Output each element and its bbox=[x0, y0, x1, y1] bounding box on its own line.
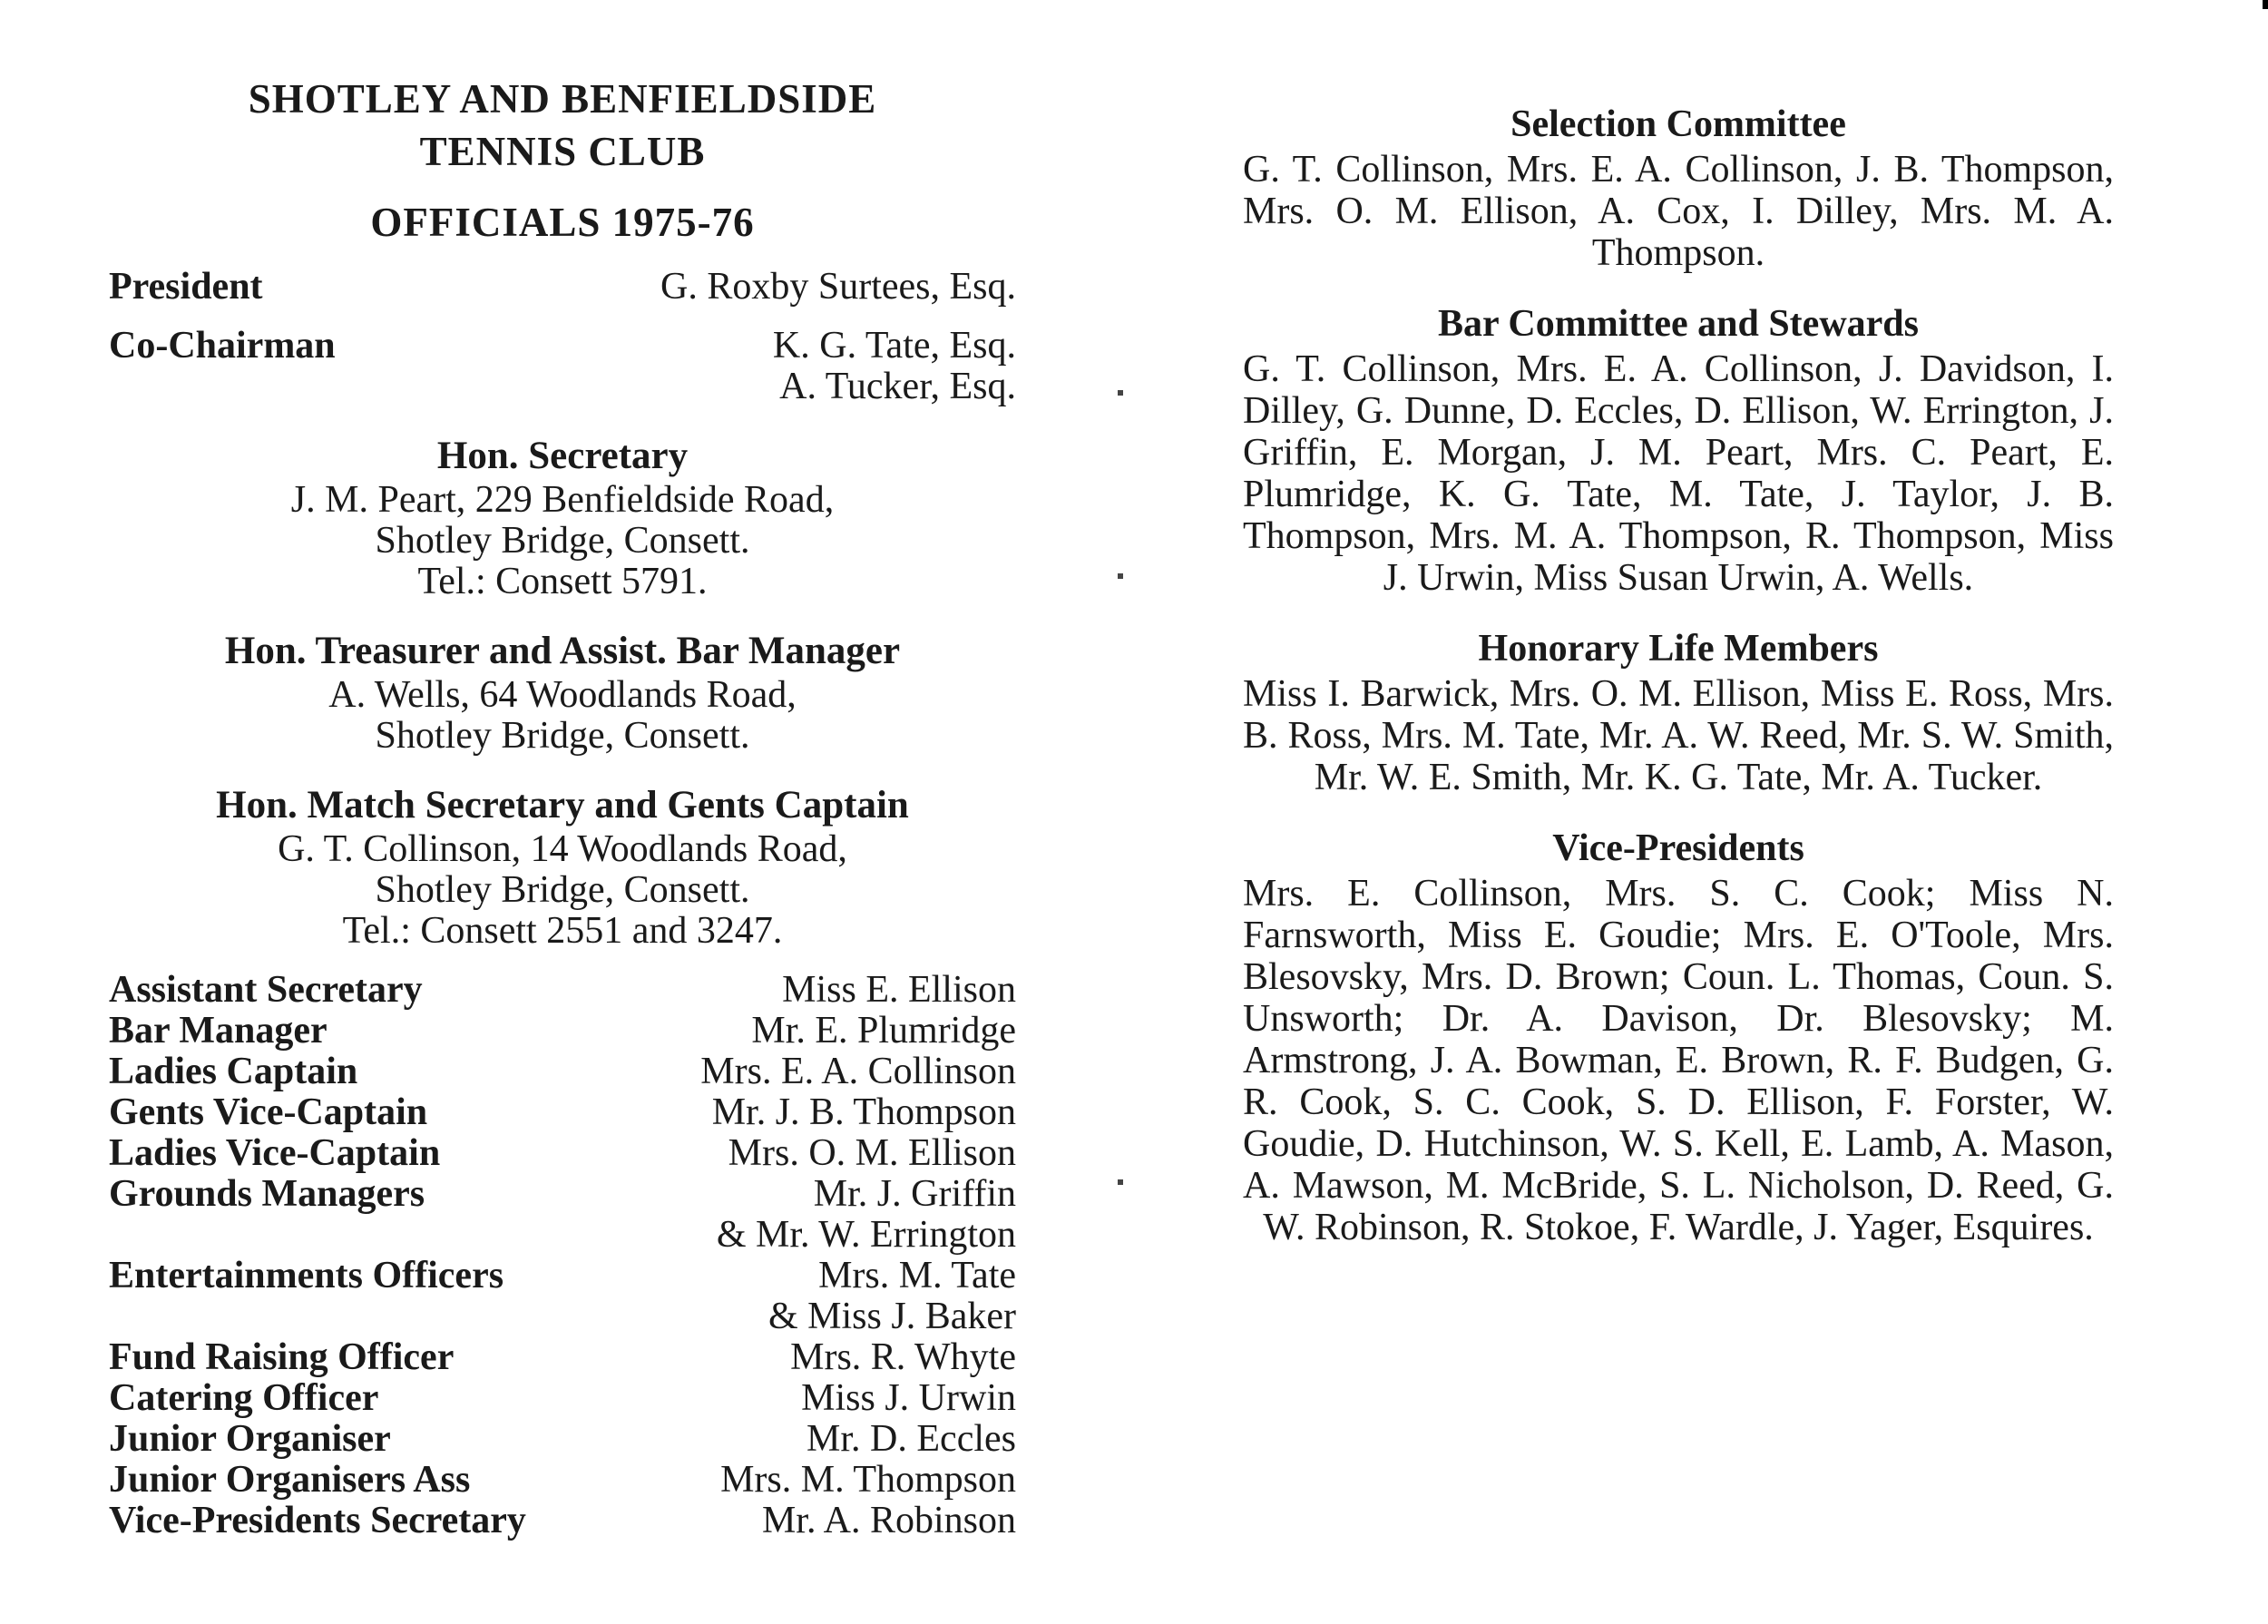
officer-label: Assistant Secretary bbox=[109, 969, 423, 1011]
officer-label: Junior Organisers Ass bbox=[109, 1459, 471, 1501]
officer-row bbox=[109, 1501, 1016, 1541]
bar-committee-heading: Bar Committee and Stewards bbox=[1437, 303, 1919, 345]
officer-row bbox=[109, 1092, 1016, 1133]
club-name-line1: SHOTLEY AND BENFIELDSIDE bbox=[248, 76, 877, 122]
officer-value: Mrs. M. Thompson bbox=[720, 1459, 1016, 1501]
officer-value: Mr. J. B. Thompson bbox=[711, 1091, 1016, 1133]
officer-row bbox=[109, 1378, 1016, 1419]
officer-row bbox=[109, 970, 1016, 1011]
officer-value: Mrs. M. Tate bbox=[818, 1255, 1016, 1296]
officer-label: Entertainments Officers bbox=[109, 1255, 504, 1296]
officer-row bbox=[109, 1256, 1016, 1296]
officer-row bbox=[109, 1460, 1016, 1501]
officer-value: Mrs. E. A. Collinson bbox=[700, 1051, 1016, 1092]
officer-value: & Mr. W. Errington bbox=[716, 1214, 1016, 1256]
edge-mark bbox=[2263, 0, 2268, 9]
club-name-line2: TENNIS CLUB bbox=[419, 129, 706, 174]
margin-mark bbox=[1118, 573, 1123, 579]
officer-label: Junior Organiser bbox=[109, 1418, 391, 1460]
officer-row bbox=[109, 1133, 1016, 1174]
left-page bbox=[109, 73, 1016, 1541]
co-chairman-row-2 bbox=[109, 367, 1016, 407]
honorary-members-heading: Honorary Life Members bbox=[1478, 628, 1879, 670]
co-chairman-row bbox=[109, 326, 1016, 367]
hon-secretary-line: Tel.: Consett 5791. bbox=[417, 561, 708, 602]
officer-label: Gents Vice-Captain bbox=[109, 1091, 428, 1133]
officer-row bbox=[109, 1419, 1016, 1460]
hon-secretary-line: J. M. Peart, 229 Benfieldside Road, bbox=[290, 479, 835, 521]
co-chairman-value1: K. G. Tate, Esq. bbox=[772, 325, 1016, 367]
officer-value: Miss J. Urwin bbox=[801, 1377, 1016, 1419]
officer-label: Catering Officer bbox=[109, 1377, 379, 1419]
officer-row bbox=[109, 1215, 1016, 1256]
margin-mark bbox=[1118, 1179, 1123, 1185]
selection-committee-heading: Selection Committee bbox=[1510, 103, 1846, 145]
officer-label: Fund Raising Officer bbox=[109, 1336, 455, 1378]
officer-label: Grounds Managers bbox=[109, 1173, 425, 1215]
selection-committee-text: G. T. Collinson, Mrs. E. A. Collinson, J. B. Thompson, Mrs. O. M. Ellison, A. Cox, I. Dilley, Mrs. M. A. Thompson. bbox=[1243, 149, 2114, 274]
president-label: President bbox=[109, 266, 263, 308]
officer-label: Vice-Presidents Secretary bbox=[109, 1500, 526, 1541]
officer-row bbox=[109, 1337, 1016, 1378]
officer-row bbox=[109, 1296, 1016, 1337]
co-chairman-value2: A. Tucker, Esq. bbox=[779, 366, 1016, 407]
hon-secretary-line: Shotley Bridge, Consett. bbox=[375, 520, 750, 562]
bar-committee-text: G. T. Collinson, Mrs. E. A. Collinson, J. Davidson, I. Dilley, G. Dunne, D. Eccles, D. Ellison, W. Errington, J. Griffin, E. Morgan, J. M. Peart, Mrs. C. Peart, E. Plumridge, K. G. Tate, M. Tate, J. Taylor, J. B. Thompson, Mrs. M. A. Thompson, R. Thompson, Miss J. Urwin, Miss Susan Urwin, A. Wells. bbox=[1243, 348, 2114, 599]
officer-value: Miss E. Ellison bbox=[782, 969, 1016, 1011]
officer-value: Mr. A. Robinson bbox=[761, 1500, 1016, 1541]
officer-label: Bar Manager bbox=[109, 1010, 327, 1052]
hon-treasurer-heading: Hon. Treasurer and Assist. Bar Manager bbox=[224, 630, 901, 672]
officer-value: & Miss J. Baker bbox=[768, 1296, 1016, 1337]
margin-mark bbox=[1118, 390, 1123, 396]
officer-value: Mr. E. Plumridge bbox=[751, 1010, 1016, 1052]
hon-match-secretary-heading: Hon. Match Secretary and Gents Captain bbox=[216, 784, 909, 827]
officer-value: Mrs. O. M. Ellison bbox=[728, 1132, 1016, 1174]
president-row bbox=[109, 267, 1016, 308]
hon-match-secretary-line: G. T. Collinson, 14 Woodlands Road, bbox=[278, 828, 847, 870]
officer-row bbox=[109, 1052, 1016, 1092]
officer-value: Mr. J. Griffin bbox=[813, 1173, 1016, 1215]
hon-secretary-heading: Hon. Secretary bbox=[436, 435, 689, 477]
honorary-members-text: Miss I. Barwick, Mrs. O. M. Ellison, Miss E. Ross, Mrs. B. Ross, Mrs. M. Tate, Mr. A. W. Reed, Mr. S. W. Smith, Mr. W. E. Smith, Mr. K. G. Tate, Mr. A. Tucker. bbox=[1243, 673, 2114, 798]
right-page bbox=[1243, 100, 2114, 1248]
officer-row bbox=[109, 1011, 1016, 1052]
officer-label: Ladies Vice-Captain bbox=[109, 1132, 441, 1174]
co-chairman-label: Co-Chairman bbox=[109, 325, 336, 367]
president-value: G. Roxby Surtees, Esq. bbox=[660, 266, 1016, 308]
vice-presidents-text: Mrs. E. Collinson, Mrs. S. C. Cook; Miss N. Farnsworth, Miss E. Goudie; Mrs. E. O'Toole, Mrs. Blesovsky, Mrs. D. Brown; Coun. L. Thomas, Coun. S. Unsworth; Dr. A. Davison, Dr. Blesovsky; M. Armstrong, J. A. Bowman, E. Brown, R. F. Budgen, G. R. Cook, S. C. Cook, S. D. Ellison, F. Forster, W. Goudie, D. Hutchinson, W. S. Kell, E. Lamb, A. Mason, A. Mawson, M. McBride, S. L. Nicholson, D. Reed, G. W. Robinson, R. Stokoe, F. Wardle, J. Yager, Esquires. bbox=[1243, 873, 2114, 1248]
officer-value: Mrs. R. Whyte bbox=[790, 1336, 1016, 1378]
hon-treasurer-line: Shotley Bridge, Consett. bbox=[375, 715, 750, 757]
officer-label: Ladies Captain bbox=[109, 1051, 358, 1092]
officers-list bbox=[109, 970, 1016, 1541]
officer-value: Mr. D. Eccles bbox=[807, 1418, 1016, 1460]
officials-heading: OFFICIALS 1975-76 bbox=[370, 200, 755, 245]
vice-presidents-heading: Vice-Presidents bbox=[1552, 827, 1804, 869]
hon-match-secretary-line: Shotley Bridge, Consett. bbox=[375, 869, 750, 911]
hon-treasurer-line: A. Wells, 64 Woodlands Road, bbox=[328, 674, 797, 716]
hon-match-secretary-line: Tel.: Consett 2551 and 3247. bbox=[342, 910, 783, 952]
officer-row bbox=[109, 1174, 1016, 1215]
